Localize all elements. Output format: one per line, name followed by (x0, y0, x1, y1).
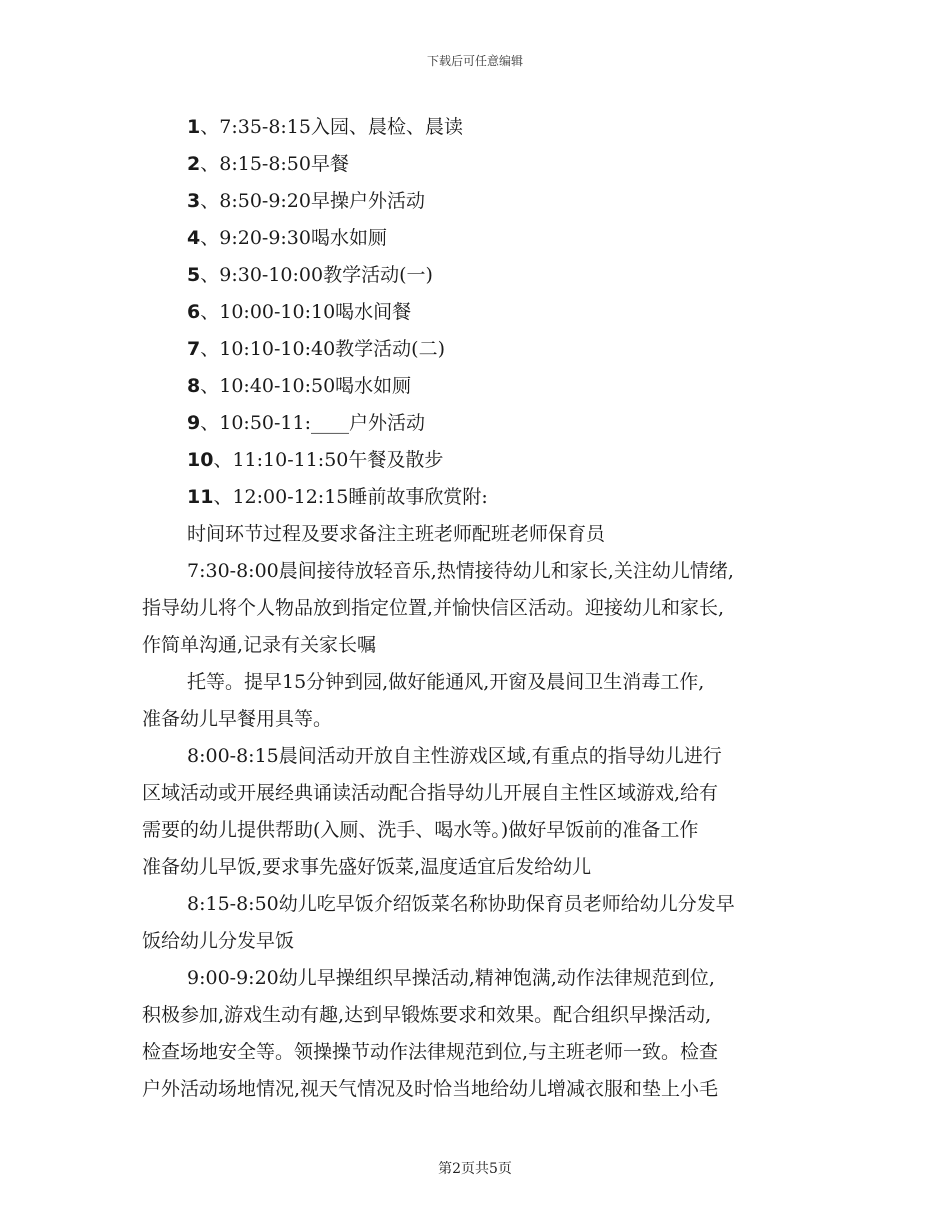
paragraph-morning-reception (142, 556, 822, 667)
item-text: 、10:50-11:____户外活动 (200, 412, 425, 434)
table-header-row (142, 519, 822, 556)
paragraph-line: 8:15-8:50幼儿吃早饭介绍饭菜名称协助保育员老师给幼儿分发早 (187, 893, 735, 915)
item-number: 4 (187, 227, 201, 249)
list-item (187, 149, 488, 186)
paragraph-line: 9:00-9:20幼儿早操组织早操活动,精神饱满,动作法律规范到位, (187, 967, 715, 989)
paragraph-line: 户外活动场地情况,视天气情况及时恰当地给幼儿增减衣服和垫上小毛 (142, 1078, 719, 1100)
paragraph-line: 作简单沟通,记录有关家长嘱 (142, 634, 377, 656)
list-item (187, 297, 488, 334)
paragraph-line: 托等。提早15分钟到园,做好能通风,开窗及晨间卫生消毒工作, (187, 671, 705, 693)
paragraph-line: 区域活动或开展经典诵读活动配合指导幼儿开展自主性区域游戏,给有 (142, 782, 719, 804)
page-footer: 第2页共5页 (438, 1161, 512, 1177)
item-text: 、8:50-9:20早操户外活动 (200, 190, 425, 212)
paragraph-line: 需要的幼儿提供帮助(入厕、洗手、喝水等。)做好早饭前的准备工作 (142, 819, 699, 841)
item-number: 2 (187, 153, 201, 175)
item-number: 1 (187, 116, 201, 138)
paragraph-line: 指导幼儿将个人物品放到指定位置,并愉快信区活动。迎接幼儿和家长, (142, 597, 725, 619)
paragraph-breakfast (142, 889, 822, 963)
item-number: 10 (187, 449, 214, 471)
paragraph-line: 准备幼儿早饭,要求事先盛好饭菜,温度适宜后发给幼儿 (142, 856, 592, 878)
item-text: 、9:30-10:00教学活动(一) (200, 264, 433, 286)
list-item (187, 482, 488, 519)
table-header-text: 时间环节过程及要求备注主班老师配班老师保育员 (187, 523, 606, 545)
paragraph-preparation (142, 667, 822, 741)
item-number: 11 (187, 486, 214, 508)
list-item (187, 334, 488, 371)
list-item (187, 223, 488, 260)
list-item (187, 260, 488, 297)
item-text: 、12:00-12:15睡前故事欣赏附: (213, 486, 488, 508)
item-text: 、10:00-10:10喝水间餐 (200, 301, 412, 323)
item-number: 7 (187, 338, 201, 360)
item-text: 、10:40-10:50喝水如厕 (200, 375, 412, 397)
item-number: 5 (187, 264, 201, 286)
paragraph-line: 8:00-8:15晨间活动开放自主性游戏区域,有重点的指导幼儿进行 (187, 745, 722, 767)
item-number: 3 (187, 190, 201, 212)
item-number: 6 (187, 301, 201, 323)
item-text: 、11:10-11:50午餐及散步 (213, 449, 444, 471)
list-item (187, 186, 488, 223)
item-number: 9 (187, 412, 201, 434)
list-item (187, 445, 488, 482)
paragraph-line: 饭给幼儿分发早饭 (142, 930, 295, 952)
item-text: 、9:20-9:30喝水如厕 (200, 227, 387, 249)
page-header: 下载后可任意编辑 (426, 54, 523, 68)
paragraph-morning-activity (142, 741, 822, 889)
list-item (187, 371, 488, 408)
paragraph-line: 准备幼儿早餐用具等。 (142, 708, 333, 730)
list-item (187, 408, 488, 445)
item-text: 、10:10-10:40教学活动(二) (200, 338, 445, 360)
schedule-list (187, 112, 488, 519)
item-text: 、8:15-8:50早餐 (200, 153, 349, 175)
paragraph-line: 积极参加,游戏生动有趣,达到早锻炼要求和效果。配合组织早操活动, (142, 1004, 712, 1026)
paragraph-line: 7:30-8:00晨间接待放轻音乐,热情接待幼儿和家长,关注幼儿情绪, (187, 560, 734, 582)
list-item (187, 112, 488, 149)
paragraph-line: 检查场地安全等。领操操节动作法律规范到位,与主班老师一致。检查 (142, 1041, 719, 1063)
paragraph-morning-exercise (142, 963, 822, 1111)
item-text: 、7:35-8:15入园、晨检、晨读 (200, 116, 463, 138)
item-number: 8 (187, 375, 201, 397)
